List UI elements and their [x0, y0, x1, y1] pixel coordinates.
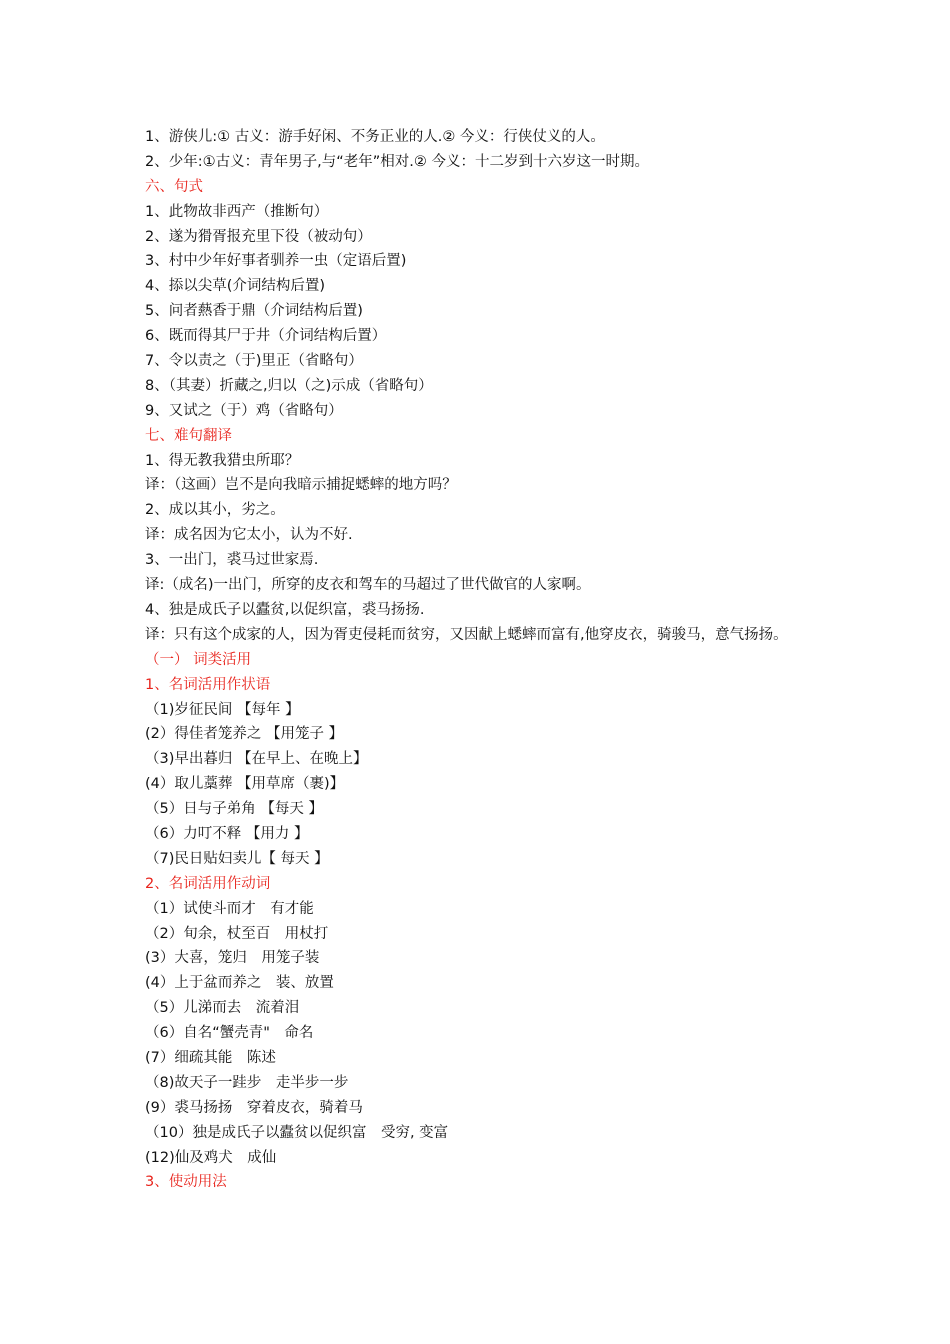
text-line: 3、一出门，裘马过世家焉.: [145, 552, 319, 569]
text-line: 7、令以责之（于)里正（省略句）: [145, 353, 363, 370]
text-line: (7）细疏其能 陈述: [145, 1049, 276, 1066]
section-heading: 七、难句翻译: [145, 427, 232, 444]
section-heading: 3、使动用法: [145, 1174, 227, 1191]
text-line: 4、独是成氏子以蠹贫,以促织富，裘马扬扬.: [145, 601, 425, 618]
text-line: (2）得佳者笼养之 【用笼子 】: [145, 726, 344, 743]
text-line: 1、得无教我猎虫所耶？: [145, 452, 300, 469]
text-line: (4）取儿藁葬 【用草席（裹)】: [145, 776, 345, 793]
text-line: 译:（成名)一出门，所穿的皮衣和驾车的马超过了世代做官的人家啊。: [145, 577, 591, 594]
text-line: 9、又试之（于）鸡（省略句）: [145, 402, 343, 419]
text-line: 4、掭以尖草(介词结构后置): [145, 278, 326, 295]
text-line: （3)早出暮归 【在早上、在晚上】: [145, 751, 368, 768]
document-page: [145, 125, 825, 1195]
text-line: （6）力叮不释 【用力 】: [145, 825, 309, 842]
text-line: 译：只有这个成家的人，因为胥吏侵耗而贫穷，又因献上蟋蟀而富有,他穿皮衣，骑骏马，意气扬扬。: [145, 626, 788, 643]
text-line: 1、游侠儿:① 古义：游手好闲、不务正业的人.② 今义：行侠仗义的人。: [145, 129, 605, 145]
section-heading: 1、名词活用作状语: [145, 676, 271, 693]
text-line: （1)岁征民间 【每年 】: [145, 701, 300, 718]
text-line: （1）试使斗而才 有才能: [145, 900, 314, 917]
text-line: （5）儿涕而去 流着泪: [145, 1000, 300, 1017]
text-line: （8)故天子一跬步 走半步一步: [145, 1074, 349, 1091]
text-line: （6）自名“蟹壳青" 命名: [145, 1025, 314, 1042]
section-heading: （一） 词类活用: [145, 651, 252, 668]
text-line: 2、遂为猾胥报充里下役（被动句）: [145, 228, 372, 245]
text-line: 3、村中少年好事者驯养一虫（定语后置): [145, 253, 407, 270]
text-line: (12)仙及鸡犬 成仙: [145, 1149, 277, 1166]
text-line: （7)民日贴妇卖儿【 每天 】: [145, 850, 329, 867]
text-line: 1、此物故非西产（推断句）: [145, 203, 329, 220]
text-line: (4）上于盆而养之 装、放置: [145, 975, 334, 992]
section-heading: 六、句式: [145, 178, 203, 195]
text-line: 2、少年:①古义：青年男子,与“老年”相对.② 今义：十二岁到十六岁这一时期。: [145, 153, 649, 170]
section-heading: 2、名词活用作动词: [145, 875, 271, 892]
text-line: （2）旬余，杖至百 用杖打: [145, 925, 329, 942]
text-line: 译：成名因为它太小，认为不好.: [145, 527, 353, 544]
text-line: (3）大喜，笼归 用笼子装: [145, 950, 320, 967]
text-line: (9）裘马扬扬 穿着皮衣，骑着马: [145, 1099, 363, 1116]
text-line: 2、成以其小，劣之。: [145, 502, 285, 519]
text-line: 8、（其妻）折藏之,归以（之)示成（省略句）: [145, 377, 433, 394]
text-line: 5、问者爇香于鼎（介词结构后置): [145, 303, 363, 320]
text-line: （10）独是成氏子以蠹贫以促织富 受穷, 变富: [145, 1124, 449, 1141]
text-line: 6、既而得其尸于井（介词结构后置）: [145, 328, 387, 345]
text-line: 译：（这画）岂不是向我暗示捕捉蟋蟀的地方吗？: [145, 477, 457, 494]
text-line: （5）日与子弟角 【每天 】: [145, 801, 323, 818]
